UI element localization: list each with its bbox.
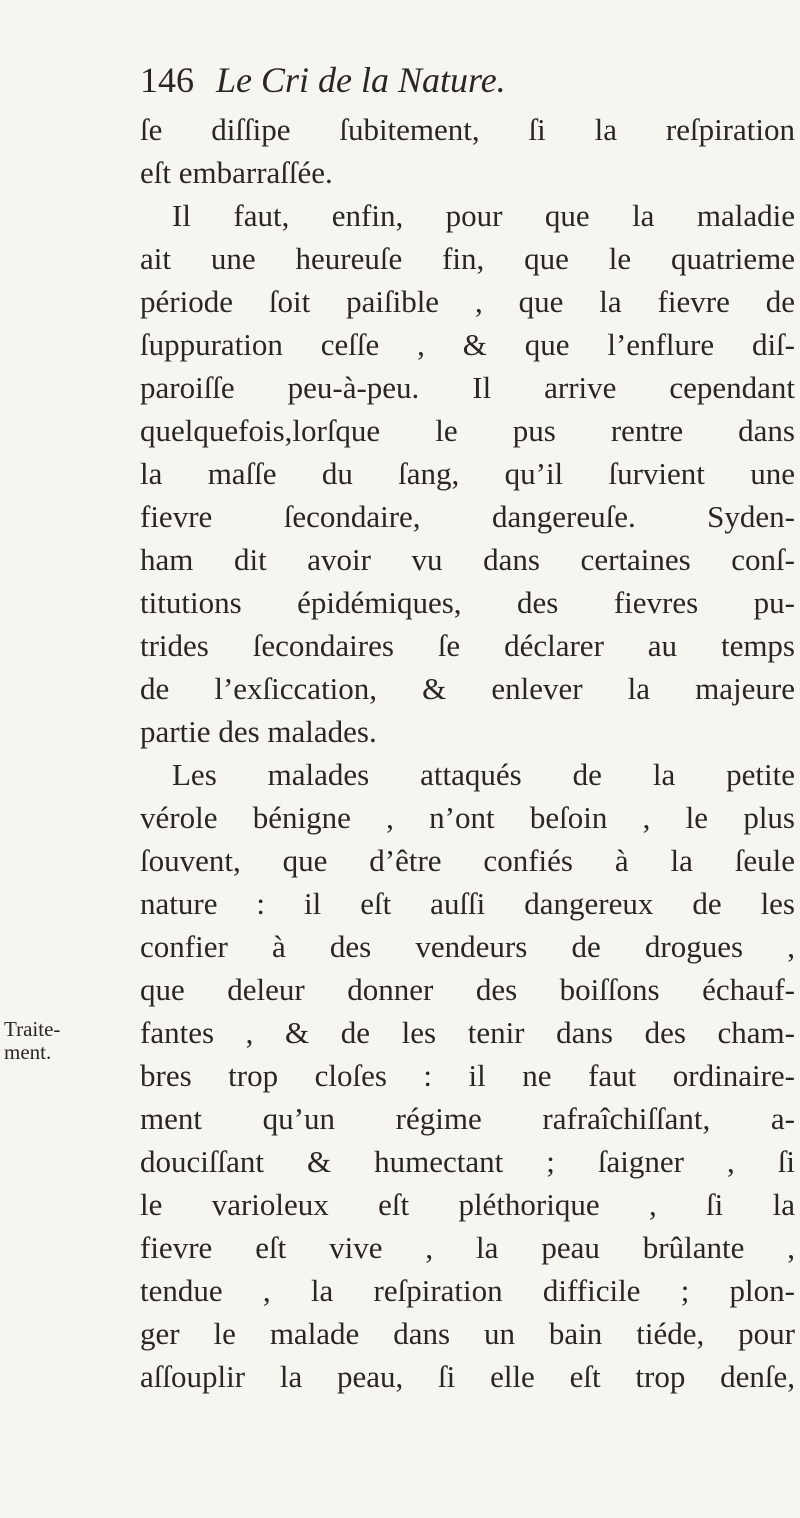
running-title: Le Cri de la Nature. [216, 60, 506, 100]
text-line: fantes , & de les tenir dans des cham- [140, 1015, 795, 1050]
margin-note-line: ment. [4, 1040, 52, 1064]
text-line: ger le malade dans un bain tiéde, pour [140, 1316, 795, 1351]
margin-note [4, 1018, 114, 1064]
text-line: fievre eſt vive , la peau brûlante , [140, 1230, 795, 1265]
body-text [140, 108, 795, 1398]
text-line: Il faut, enfin, pour que la maladie [172, 198, 795, 233]
text-line: ſuppuration ceſſe , & que l’enflure diſ- [140, 327, 795, 362]
text-line: que deleur donner des boiſſons échauf- [140, 972, 795, 1007]
text-line: nature : il eſt auſſi dangereux de les [140, 886, 795, 921]
text-line: ſe diſſipe ſubitement, ſi la reſpiration [140, 112, 795, 147]
text-line: de l’exſiccation, & enlever la majeure [140, 671, 795, 706]
text-line: bres trop cloſes : il ne faut ordinaire- [140, 1058, 795, 1093]
text-line: aſſouplir la peau, ſi elle eſt trop denſe, [140, 1359, 795, 1394]
text-line: ham dit avoir vu dans certaines conſ- [140, 542, 795, 577]
text-line: trides ſecondaires ſe déclarer au temps [140, 628, 795, 663]
text-line: vérole bénigne , n’ont beſoin , le plus [140, 800, 795, 835]
text-line: ait une heureuſe fin, que le quatrieme [140, 241, 795, 276]
text-line: confier à des vendeurs de drogues , [140, 929, 795, 964]
text-line: ſouvent, que d’être confiés à la ſeule [140, 843, 795, 878]
page-number: 146 [140, 60, 194, 100]
text-line: la maſſe du ſang, qu’il ſurvient une [140, 456, 795, 491]
text-line: douciſſant & humectant ; ſaigner , ſi [140, 1144, 795, 1179]
text-line: fievre ſecondaire, dangereuſe. Syden- [140, 499, 795, 534]
text-line: titutions épidémiques, des fievres pu- [140, 585, 795, 620]
text-line: tendue , la reſpiration difficile ; plon- [140, 1273, 795, 1308]
text-line: partie des malades. [140, 714, 377, 749]
text-line: ment qu’un régime rafraîchiſſant, a- [140, 1101, 795, 1136]
text-line: période ſoit paiſible , que la fievre de [140, 284, 795, 319]
text-line: le varioleux eſt pléthorique , ſi la [140, 1187, 795, 1222]
text-line: quelquefois,lorſque le pus rentre dans [140, 413, 795, 448]
text-line: Les malades attaqués de la petite [172, 757, 795, 792]
text-line: eſt embarraſſée. [140, 155, 333, 190]
text-line: paroiſſe peu-à-peu. Il arrive cependant [140, 370, 795, 405]
running-head [140, 62, 506, 98]
margin-note-line: Traite- [4, 1017, 61, 1041]
